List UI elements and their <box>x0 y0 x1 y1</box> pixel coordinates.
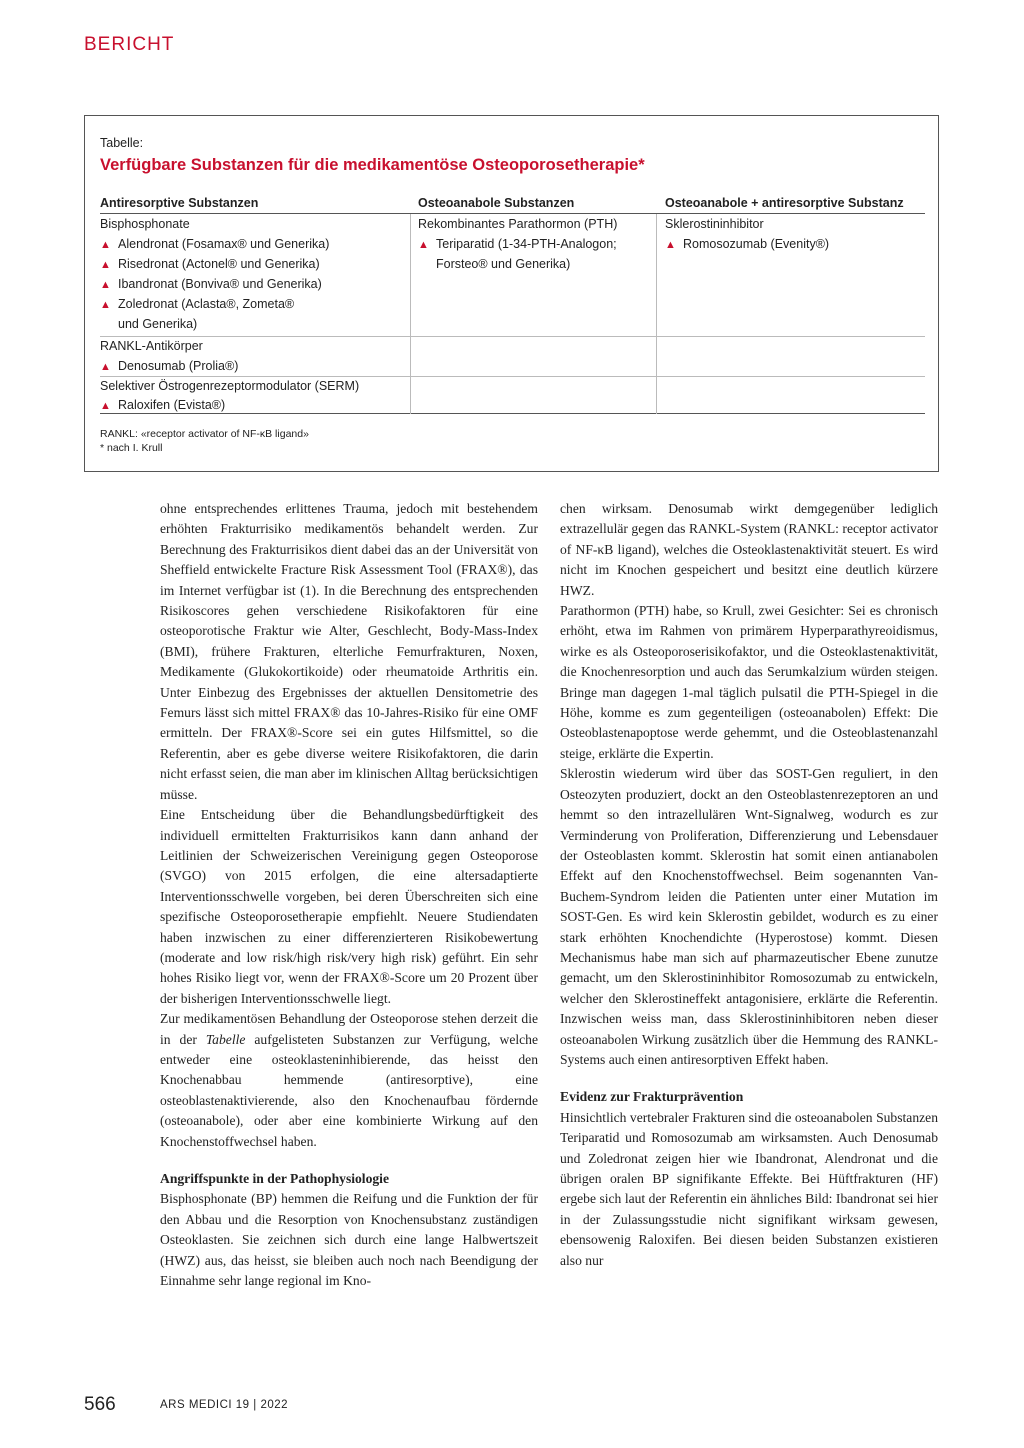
table-item: ▲ Risedronat (Actonel® und Generika) <box>100 254 320 275</box>
table-notes <box>100 427 309 455</box>
table-item: ▲ Romosozumab (Evenity®) <box>665 234 829 255</box>
article-column-right <box>560 499 938 1271</box>
table-header-combined: Osteoanabole + antiresorptive Substanz <box>665 196 904 210</box>
table-item: ▲ Ibandronat (Bonviva® und Generika) <box>100 274 322 295</box>
triangle-bullet-icon: ▲ <box>418 239 429 251</box>
table-reference: Tabelle <box>205 1031 246 1047</box>
table-item-continuation: und Generika) <box>118 317 198 331</box>
table-item: ▲ Denosumab (Prolia®) <box>100 356 238 377</box>
paragraph: chen wirksam. Denosumab wirkt demgegenüber lediglich extrazellulär gegen das RANKL-System (RANKL: receptor activator of NF-κB ligand), welches die Osteoklastenaktivität steuert. Es wird nicht im Knochen gespeichert und besitzt eine deutlich kürzere HWZ. <box>560 501 938 598</box>
paragraph: ohne entsprechendes erlittenes Trauma, jedoch mit bestehendem erhöhten Frakturrisiko medikamentös behandelt werden. Zur Berechnung des Frakturrisikos dient dabei das an der Universität von Sheffield entwickelte Fracture Risk Assessment Tool (FRAX®), das im Internet verfügbar ist (1). In die Berechnung des entsprechenden Risikoscores gehen verschiedene Risikofaktoren für eine osteoporotische Fraktur wie Alter, Geschlecht, Body-Mass-Index (BMI), frühere Frakturen, elterliche Femurfrakturen, Noxen, Medikamente (Glukokortikoide) oder rheumatoide Arthritis ein. Unter Einbezug des Ergebnisses der aktuellen Densitometrie des Femurs lässt sich mittel FRAX® das 10-Jahres-Risiko für eine OMF ermitteln. Der FRAX®-Score sei ein gutes Hilfsmittel, so die Referentin, aber es gebe diverse weitere Risikofaktoren, die darin nicht erfasst seien, die man aber im klinischen Alltag berücksichtigen müsse. <box>160 501 538 802</box>
table-group-bisphosphonate: Bisphosphonate <box>100 217 190 231</box>
triangle-bullet-icon: ▲ <box>100 239 111 251</box>
substances-table <box>100 194 925 414</box>
table-column-divider <box>656 214 657 414</box>
paragraph: Bisphosphonate (BP) hemmen die Reifung und die Funktion der für den Abbau und die Resorption von Knochensubstanz zuständigen Osteoklasten. Sie zeichnen sich durch eine lange Halbwertszeit (HWZ) aus, das heisst, sie bleiben auch noch nach Beendigung der Einnahme sehr lange regional im Kno- <box>160 1191 538 1289</box>
table-group-rankl: RANKL-Antikörper <box>100 339 203 353</box>
triangle-bullet-icon: ▲ <box>100 279 111 291</box>
table-note-rankl: RANKL: «receptor activator of NF-κB ligand» <box>100 428 309 440</box>
section-header: BERICHT <box>84 34 175 55</box>
table-note-source: * nach I. Krull <box>100 442 163 454</box>
table-column-divider <box>410 214 411 414</box>
paragraph: Sklerostin wiederum wird über das SOST-Gen reguliert, in den Osteozyten produziert, dockt an den Osteoblastenrezeptoren an und hemmt so den intrazellulären Wnt-Signalweg, wodurch es zur Verminderung von Proliferation, Differenzierung und Lebensdauer der Osteoblasten kommt. Sklerostin hat somit einen antianabolen Effekt auf den Knochenstoffwechsel. Beim sogenannten Van-Buchem-Syndrom leiden die Patienten unter einer Mutation im SOST-Gen. Es wird kein Sklerostin gebildet, wodurch es zu einer stark erhöhten Knochendichte (Hyperostose) kommt. Diesen Mechanismus habe man sich auf pharmazeutischer Ebene zunutze gemacht, um den Sklerostininhibitor Romosozumab zu entwickeln, welcher den Sklerostineffekt antagonisiere, erklärte die Referentin. Inzwischen weiss man, dass Sklerostininhibitoren neben dieser osteoanabolen Wirkung zusätzlich über die Hemmung des RANKL-Systems auch einen antiresorptiven Effekt haben. <box>560 766 938 1067</box>
table-row-divider <box>100 336 925 337</box>
table-group-sclerostin: Sklerostininhibitor <box>665 217 764 231</box>
page-footer <box>84 1394 289 1416</box>
table-group-serm: Selektiver Östrogenrezeptormodulator (SERM) <box>100 379 360 393</box>
table-item: ▲ Alendronat (Fosamax® und Generika) <box>100 234 329 255</box>
subheading: Evidenz zur Frakturprävention <box>560 1089 744 1105</box>
subheading: Angriffspunkte in der Pathophysiologie <box>160 1171 389 1186</box>
page-number: 566 <box>84 1394 116 1415</box>
table-group-pth: Rekombinantes Parathormon (PTH) <box>418 217 618 231</box>
paragraph: Eine Entscheidung über die Behandlungsbedürftigkeit des individuell ermittelten Frakturrisikos kann dann anhand der Leitlinien der Schweizerischen Vereinigung gegen Osteoporose (SVGO) von 2015 erfolgen, die eine altersadaptierte Interventionsschwelle vorgeben, bei deren Überschreiten sich eine spezifische Osteoporosetherapie empfiehlt. Neuere Studiendaten haben inzwischen zu einer differenzierteren Risikobewertung (moderate and low risk/high risk/very high risk) geführt. Ein sehr hohes Risiko liegt vor, wenn der FRAX®-Score um 20 Prozent über der bisherigen Interventionsschwelle liegt. <box>160 807 538 1006</box>
substances-table-box <box>84 115 939 472</box>
paragraph: Parathormon (PTH) habe, so Krull, zwei Gesichter: Sei es chronisch erhöht, etwa im Rahmen von primärem Hyperparathyreoidismus, wirke es als Osteoporoserisikofaktor, und die Osteoklastenaktivität, die Knochenresorption und auch das Serumkalzium würden steigen. Bringe man dagegen 1-mal täglich pulsatil die PTH-Spiegel in die Höhe, komme es zum gegenteiligen (osteoanabolen) Effekt: Die Osteoblastenapoptose werde gehemmt, und die Osteoblastenanzahl steige, erklärte die Expertin. <box>560 603 938 761</box>
table-item: ▲ Raloxifen (Evista®) <box>100 395 225 416</box>
journal-issue: ARS MEDICI 19 | 2022 <box>160 1399 289 1411</box>
table-header-antiresorptive: Antiresorptive Substanzen <box>100 196 259 210</box>
triangle-bullet-icon: ▲ <box>100 259 111 271</box>
triangle-bullet-icon: ▲ <box>100 299 111 311</box>
table-title: Verfügbare Substanzen für die medikamentöse Osteoporosetherapie* <box>100 156 645 174</box>
paragraph: Hinsichtlich vertebraler Frakturen sind die osteoanabolen Substanzen Teriparatid und Romosozumab am wirksamsten. Auch Denosumab und Zoledronat zeigen hier wie Ibandronat, Alendronat und die übrigen oralen BP signifikante Effekte. Bei Hüftfrakturen (HF) ergebe sich laut der Referentin ein ähnliches Bild: Ibandronat sei hier in der Zulassungsstudie nicht signifikant wirksam gewesen, ebensowenig Raloxifen. Bei diesen beiden Substanzen existieren also nur <box>560 1109 938 1268</box>
article-column-left <box>160 499 538 1291</box>
table-header-osteoanabole: Osteoanabole Substanzen <box>418 196 575 210</box>
table-item: ▲ Teriparatid (1-34-PTH-Analogon; <box>418 234 617 255</box>
triangle-bullet-icon: ▲ <box>100 361 111 373</box>
paragraph: Zur medikamentösen Behandlung der Osteoporose stehen derzeit die in der Tabelle aufgelisteten Substanzen zur Verfügung, welche entweder eine osteoklasteninhibierende, das heisst den Knochenabbau hemmende (antiresorptive), eine osteoblastenaktivierende, also den Knochenaufbau fördernde (osteoanabole), oder aber eine kombinierte Wirkung auf den Knochenstoffwechsel haben. <box>160 1011 538 1149</box>
triangle-bullet-icon: ▲ <box>665 239 676 251</box>
table-item-continuation: Forsteo® und Generika) <box>436 257 571 271</box>
triangle-bullet-icon: ▲ <box>100 400 111 412</box>
table-item: ▲ Zoledronat (Aclasta®, Zometa® <box>100 294 294 315</box>
table-caption: Tabelle: <box>100 136 144 150</box>
